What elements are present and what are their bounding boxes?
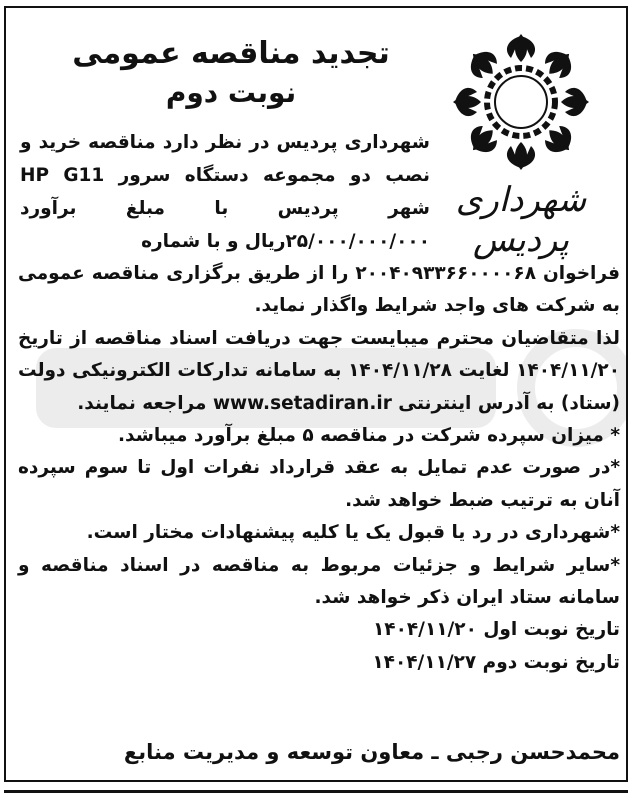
notice-title: تجدید مناقصه عمومی: [72, 36, 390, 71]
notice-frame: [4, 6, 628, 782]
bullet-details: *سایر شرایط و جزئیات مربوط به مناقصه در اسناد مناقصه و سامانه ستاد ایران ذکر خواهد شد.: [18, 554, 620, 609]
flower-ring-emblem-icon: [436, 30, 606, 180]
municipality-logo: [436, 30, 606, 260]
first-publication-date: تاریخ نوبت اول ۱۴۰۴/۱۱/۲۰: [373, 619, 620, 641]
bullet-discretion: *شهرداری در رد یا قبول یک یا کلیه پیشنهادات مختار است.: [86, 522, 620, 544]
notice-body: [18, 258, 620, 679]
intro-paragraph: شهرداری پردیس در نظر دارد مناقصه خرید و نصب دو مجموعه دستگاه سرور HP G11 شهر پردیس با مبلغ برآورد ۲۵/۰۰۰/۰۰۰/۰۰۰ریال و با شماره: [20, 132, 430, 252]
bullet-forfeit: *در صورت عدم تمایل به عقد قرارداد نفرات اول تا سوم سپرده آنان به ترتیب ضبط خواهد شد.: [18, 457, 620, 511]
logo-caption: شهرداری پردیس: [455, 180, 587, 260]
paragraph-documents: [18, 323, 620, 420]
refer-text: مراجعه نمایند.: [77, 392, 207, 414]
second-publication-date: تاریخ نوبت دوم ۱۴۰۴/۱۱/۲۷: [372, 651, 620, 673]
bullet-deposit: * میزان سپرده شرکت در مناقصه ۵ مبلغ برآورد میباشد.: [117, 425, 620, 447]
paragraph-call: فراخوان ۲۰۰۴۰۹۳۳۶۶۰۰۰۰۶۸ را از طریق برگزاری مناقصه عمومی به شرکت های واجد شرایط واگذار نماید.: [18, 263, 620, 317]
bottom-divider: [4, 790, 628, 796]
documents-text: لذا متقاضیان محترم میبایست جهت دریافت اسناد مناقصه از تاریخ ۱۴۰۴/۱۱/۲۰ لغایت ۱۴۰۴/۱۱/۲۸ به سامانه تدارکات الکترونیکی دولت (ستاد) به آدرس اینترنتی: [18, 327, 620, 414]
notice-titles: [66, 34, 396, 112]
notice-subtitle: نوبت دوم: [165, 76, 297, 109]
website-link[interactable]: www.setadiran.ir: [212, 392, 392, 414]
signature-line: محمدحسن رجبی ـ معاون توسعه و مدیریت منابع: [123, 740, 620, 764]
